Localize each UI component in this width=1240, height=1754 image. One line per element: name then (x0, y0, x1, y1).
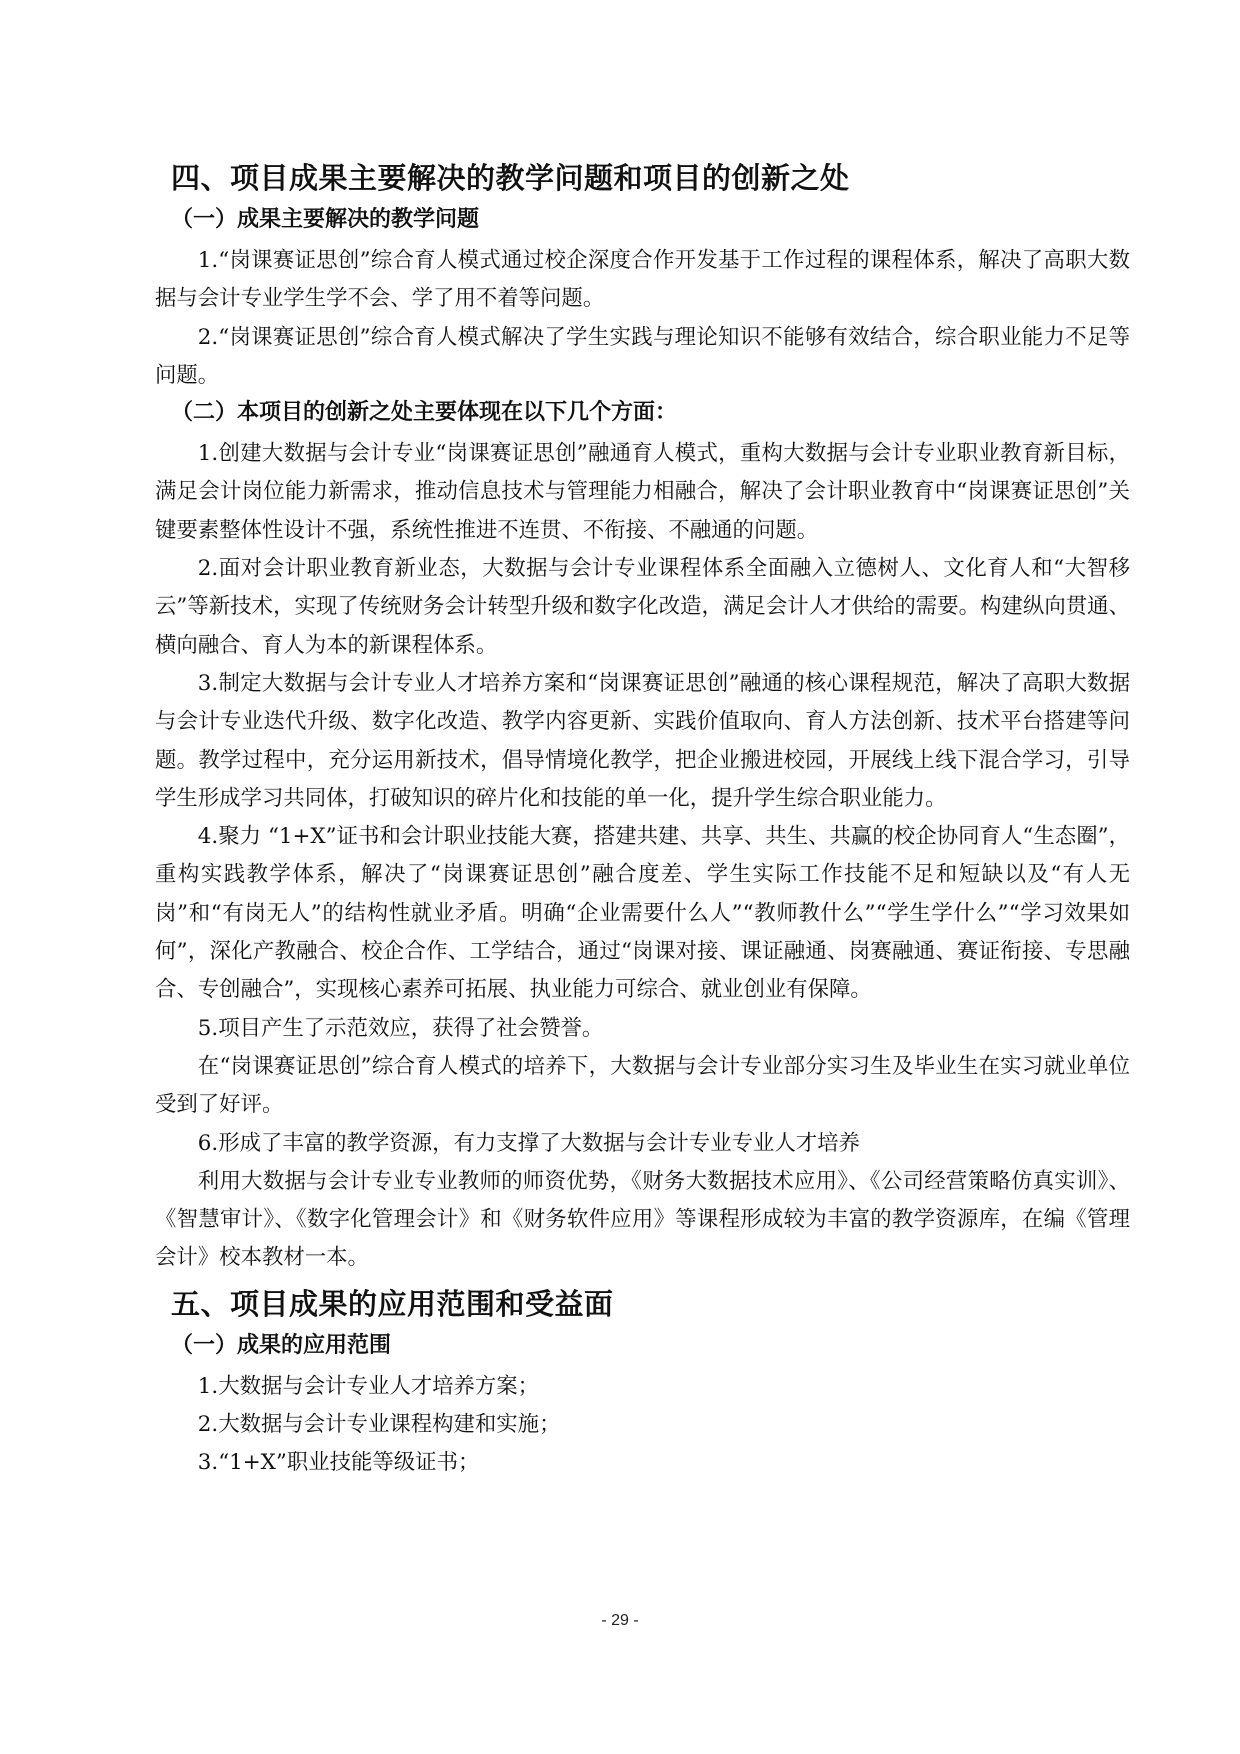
page-number: - 29 - (601, 1612, 639, 1629)
section-4-heading: 四、项目成果主要解决的教学问题和项目的创新之处 (171, 161, 850, 195)
paragraph: 2.面对会计职业教育新业态，大数据与会计专业课程体系全面融入立德树人、文化育人和“大智移云”等新技术，实现了传统财务会计转型升级和数字化改造，满足会计人才供给的需要。构建纵向贯通、横向融合、育人为本的新课程体系。 (155, 556, 1130, 658)
section-4-2-heading: （二）本项目的创新之处主要体现在以下几个方面： (171, 400, 678, 426)
list-item: 3.“1+X”职业技能等级证书； (197, 1450, 480, 1476)
paragraph: 3.制定大数据与会计专业人才培养方案和“岗课赛证思创”融通的核心课程规范，解决了高职大数据与会计专业迭代升级、数字化改造、教学内容更新、实践价值取向、育人方法创新、技术平台搭建等问题。教学过程中，充分运用新技术，倡导情境化教学，把企业搬进校园，开展线上线下混合学习，引导学生形成学习共同体，打破知识的碎片化和技能的单一化，提升学生综合职业能力。 (155, 670, 1130, 811)
paragraph: 利用大数据与会计专业专业教师的师资优势，《财务大数据技术应用》、《公司经营策略仿真实训》、《智慧审计》、《数字化管理会计》和《财务软件应用》等课程形成较为丰富的教学资源库，在编《管理会计》校本教材一本。 (155, 1168, 1130, 1271)
paragraph: 2.“岗课赛证思创”综合育人模式解决了学生实践与理论知识不能够有效结合，综合职业能力不足等问题。 (155, 324, 1130, 388)
paragraph: 1.创建大数据与会计专业“岗课赛证思创”融通育人模式，重构大数据与会计专业职业教育新目标，满足会计岗位能力新需求，推动信息技术与管理能力相融合，解决了会计职业教育中“岗课赛证思创”关键要素整体性设计不强，系统性推进不连贯、不衔接、不融通的问题。 (155, 441, 1130, 543)
paragraph: 4.聚力 “1+X”证书和会计职业技能大赛，搭建共建、共享、共生、共赢的校企协同育人“生态圈”，重构实践教学体系，解决了“岗课赛证思创”融合度差、学生实际工作技能不足和短缺以及“有人无岗”和“有岗无人”的结构性就业矛盾。明确“企业需要什么人”“教师教什么”“学生学什么”“学习效果如何”，深化产教融合、校企合作、工学结合，通过“岗课对接、课证融通、岗赛融通、赛证衔接、专思融合、专创融合”，实现核心素养可拓展、执业能力可综合、就业创业有保障。 (155, 824, 1130, 1003)
section-5-1-heading: （一）成果的应用范围 (171, 1332, 392, 1358)
paragraph: 在“岗课赛证思创”综合育人模式的培养下，大数据与会计专业部分实习生及毕业生在实习就业单位受到了好评。 (155, 1053, 1130, 1118)
document-body (155, 158, 1130, 1483)
list-item: 1.大数据与会计专业人才培养方案； (197, 1373, 540, 1399)
paragraph: 5.项目产生了示范效应，获得了社会赞誉。 (197, 1015, 604, 1041)
paragraph: 1.“岗课赛证思创”综合育人模式通过校企深度合作开发基于工作过程的课程体系，解决了高职大数据与会计专业学生学不会、学了用不着等问题。 (155, 248, 1130, 312)
list-item: 2.大数据与会计专业课程构建和实施； (197, 1412, 561, 1438)
section-5-heading: 五、项目成果的应用范围和受益面 (171, 1286, 614, 1321)
section-4-1-heading: （一）成果主要解决的教学问题 (171, 207, 480, 232)
paragraph: 6.形成了丰富的教学资源，有力支撑了大数据与会计专业专业人才培养 (197, 1130, 860, 1156)
